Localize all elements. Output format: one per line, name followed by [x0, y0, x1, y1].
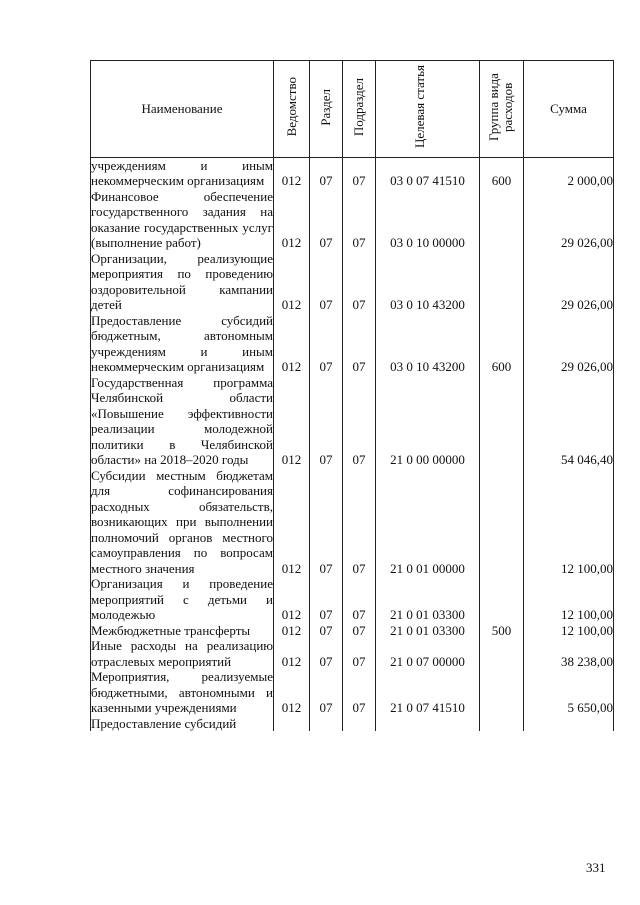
cell-summa: 12 100,00 [524, 623, 614, 639]
header-celevaya [376, 61, 480, 158]
cell-ved: 012 [274, 638, 310, 669]
table-row [91, 716, 614, 732]
cell-ved [274, 716, 310, 732]
cell-celevaya: 03 0 10 00000 [376, 189, 480, 251]
cell-name: Мероприятия, реализуемые бюджетными, автономными и казенными учреждениями [91, 669, 273, 715]
cell-name: Субсидии местным бюджетам для софинансирования расходных обязательств, возникающих при выполнении полномочий органов местного самоуправления по вопросам местного значения [91, 467, 273, 576]
cell-gruppa [480, 251, 524, 313]
table-row [91, 576, 614, 623]
table-row [91, 157, 614, 189]
cell-gruppa [480, 576, 524, 623]
cell-ved: 012 [274, 669, 310, 716]
cell-gruppa: 500 [480, 623, 524, 639]
header-podrazdel-label: Подраздел [351, 77, 366, 137]
cell-celevaya: 03 0 07 41510 [376, 157, 480, 189]
cell-celevaya: 03 0 10 43200 [376, 313, 480, 375]
cell-name: Предоставление субсидий бюджетным, автономным учреждениям и иным некоммерческим организациям [91, 312, 273, 374]
cell-gruppa [480, 638, 524, 669]
cell-ved: 012 [274, 251, 310, 313]
cell-gruppa: 600 [480, 157, 524, 189]
header-ved [274, 61, 310, 158]
cell-summa: 12 100,00 [524, 468, 614, 577]
header-celevaya-label: Целевая статья [411, 65, 427, 149]
cell-podrazdel: 07 [343, 669, 376, 716]
cell-gruppa [480, 716, 524, 732]
header-name-label: Наименование [141, 101, 223, 116]
cell-gruppa [480, 189, 524, 251]
cell-razdel: 07 [310, 375, 343, 468]
header-podrazdel [343, 61, 376, 158]
table-row [91, 669, 614, 716]
cell-podrazdel: 07 [343, 375, 376, 468]
cell-gruppa [480, 375, 524, 468]
cell-name: Финансовое обеспечение государственного задания на оказание государственных услуг (выполнение работ) [91, 188, 273, 250]
cell-name: Государственная программа Челябинской области «Повышение эффективности реализации молодежной политики в Челябинской области» на 2018–2020 годы [91, 374, 273, 467]
cell-celevaya: 21 0 07 00000 [376, 638, 480, 669]
cell-summa: 38 238,00 [524, 638, 614, 669]
cell-celevaya: 21 0 00 00000 [376, 375, 480, 468]
cell-summa: 29 026,00 [524, 189, 614, 251]
table-row [91, 189, 614, 251]
header-razdel-label: Раздел [318, 88, 333, 126]
table-row [91, 375, 614, 468]
cell-celevaya: 03 0 10 43200 [376, 251, 480, 313]
table-row [91, 468, 614, 577]
cell-podrazdel: 07 [343, 157, 376, 189]
cell-gruppa [480, 669, 524, 716]
cell-name: Межбюджетные трансферты [91, 623, 274, 639]
cell-podrazdel: 07 [343, 313, 376, 375]
cell-summa: 29 026,00 [524, 251, 614, 313]
cell-name: Организации, реализующие мероприятия по проведению оздоровительной кампании детей [91, 250, 273, 312]
cell-razdel: 07 [310, 638, 343, 669]
cell-podrazdel: 07 [343, 576, 376, 623]
cell-podrazdel: 07 [343, 189, 376, 251]
cell-summa: 54 046,40 [524, 375, 614, 468]
cell-summa: 29 026,00 [524, 313, 614, 375]
cell-celevaya: 21 0 07 41510 [376, 669, 480, 716]
budget-table [90, 60, 614, 731]
cell-ved: 012 [274, 576, 310, 623]
header-name [91, 61, 274, 158]
cell-razdel: 07 [310, 468, 343, 577]
cell-podrazdel: 07 [343, 623, 376, 639]
header-gruppa [480, 61, 524, 158]
cell-ved: 012 [274, 189, 310, 251]
cell-podrazdel: 07 [343, 638, 376, 669]
cell-ved: 012 [274, 623, 310, 639]
cell-gruppa [480, 468, 524, 577]
cell-ved: 012 [274, 157, 310, 189]
header-gruppa-label: Группа вида расходов [485, 73, 515, 141]
cell-summa: 2 000,00 [524, 157, 614, 189]
cell-celevaya: 21 0 01 00000 [376, 468, 480, 577]
table-row [91, 638, 614, 669]
cell-summa [524, 716, 614, 732]
cell-name: Иные расходы на реализацию отраслевых мероприятий [91, 638, 273, 669]
cell-celevaya: 21 0 01 03300 [376, 623, 480, 639]
header-ved-label: Ведомство [283, 77, 299, 137]
table-header-row [91, 61, 614, 158]
cell-name: учреждениям и иным некоммерческим организациям [91, 157, 273, 188]
cell-podrazdel: 07 [343, 251, 376, 313]
cell-razdel: 07 [310, 189, 343, 251]
cell-name: Предоставление субсидий [91, 716, 274, 732]
cell-razdel: 07 [310, 669, 343, 716]
header-razdel [310, 61, 343, 158]
table-row [91, 313, 614, 375]
cell-name: Организация и проведение мероприятий с детьми и молодежью [91, 576, 273, 622]
cell-razdel: 07 [310, 313, 343, 375]
table-row [91, 623, 614, 639]
cell-podrazdel [343, 716, 376, 732]
cell-summa: 5 650,00 [524, 669, 614, 716]
cell-podrazdel: 07 [343, 468, 376, 577]
cell-razdel [310, 716, 343, 732]
page-number: 331 [586, 860, 606, 875]
cell-ved: 012 [274, 375, 310, 468]
cell-ved: 012 [274, 313, 310, 375]
cell-razdel: 07 [310, 157, 343, 189]
cell-razdel: 07 [310, 251, 343, 313]
cell-summa: 12 100,00 [524, 576, 614, 623]
cell-celevaya [376, 716, 480, 732]
cell-ved: 012 [274, 468, 310, 577]
header-summa [524, 61, 614, 158]
cell-gruppa: 600 [480, 313, 524, 375]
cell-celevaya: 21 0 01 03300 [376, 576, 480, 623]
header-summa-label: Сумма [550, 101, 587, 116]
table-row [91, 251, 614, 313]
cell-razdel: 07 [310, 623, 343, 639]
cell-razdel: 07 [310, 576, 343, 623]
